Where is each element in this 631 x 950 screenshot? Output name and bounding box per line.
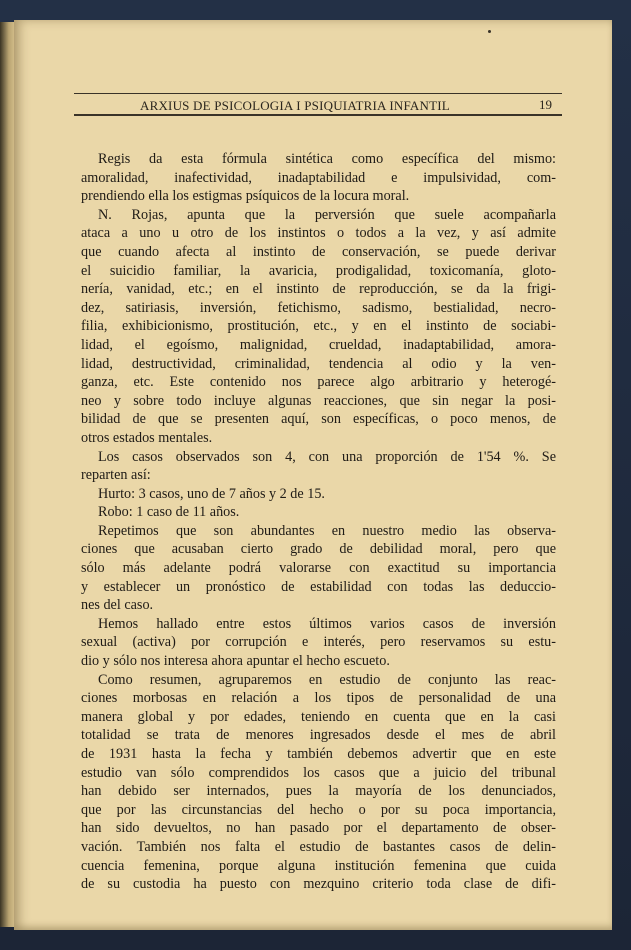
text-line: bilidad de que se presenten aquí, son específicas, o poco menos, de	[81, 411, 556, 428]
text-line: prendiendo ella los estigmas psíquicos de la locura moral.	[81, 188, 410, 205]
text-line: Hemos hallado entre estos últimos varios casos de inversión	[98, 615, 556, 632]
text-line: Como resumen, agruparemos en estudio de conjunto las reac-	[98, 671, 556, 688]
text-line: totalidad se trata de menores ingresados desde el mes de abril	[81, 727, 556, 744]
text-line: el suicidio familiar, la avaricia, prodigalidad, toxicomanía, gloto-	[81, 262, 556, 279]
text-line: cuencia femenina, porque alguna institución femenina que cuida	[81, 857, 556, 874]
text-line: vación. También nos falta el estudio de bastantes casos de delin-	[81, 838, 556, 855]
text-line: han sido devueltos, no han pasado por el departamento de obser-	[81, 820, 556, 837]
ink-speck	[488, 30, 491, 33]
text-line: ganza, etc. Este contenido nos parece algo arbitrario y heterogé-	[81, 374, 556, 391]
text-line: ciones morbosas en relación a los tipos de personalidad de una	[81, 690, 556, 707]
text-line: que por las circunstancias del hecho o por su poca importancia,	[81, 801, 556, 818]
text-line: filia, exhibicionismo, prostitución, etc., y en el instinto de sociabi-	[81, 318, 556, 335]
text-line: ataca a uno u otro de los instintos o todos a la vez, y así admite	[81, 225, 556, 242]
text-line: N. Rojas, apunta que la perversión que suele acompañarla	[98, 206, 556, 223]
text-line: nería, vanidad, etc.; en el instinto de reproducción, se da la frigi-	[81, 281, 556, 298]
page-number: 19	[539, 97, 552, 112]
running-header	[74, 93, 562, 131]
text-line: amoralidad, inafectividad, inadaptabilidad e impulsividad, com-	[81, 169, 556, 186]
text-line: neo y sobre todo incluye algunas reacciones, que sin negar la posi-	[81, 392, 556, 409]
text-line: Robo: 1 caso de 11 años.	[98, 504, 240, 521]
text-line: lidad, el egoísmo, malignidad, crueldad, inadaptabilidad, amora-	[81, 336, 556, 353]
text-line: Los casos observados son 4, con una proporción de 1'54 %. Se	[98, 448, 556, 465]
text-line: de su custodia ha puesto con mezquino criterio toda clase de difi-	[81, 876, 556, 893]
text-line: sexual (activa) por corrupción e interés, pero reservamos su estu-	[81, 634, 556, 651]
text-line: Hurto: 3 casos, uno de 7 años y 2 de 15.	[98, 485, 325, 502]
text-line: sólo más adelante podrá valorarse con exactitud su importancia	[81, 560, 556, 577]
text-line: lidad, destructividad, criminalidad, tendencia al odio y la ven-	[81, 355, 556, 372]
body-text	[81, 150, 556, 894]
text-line: Repetimos que son abundantes en nuestro medio las observa-	[98, 522, 556, 539]
text-line: han debido ser internados, pues la mayoría de los denunciados,	[81, 783, 556, 800]
header-rule-bottom	[74, 114, 562, 116]
header-rule-top	[74, 93, 562, 94]
journal-title: ARXIUS DE PSICOLOGIA I PSIQUIATRIA INFANTIL	[140, 98, 450, 113]
text-line: de 1931 hasta la fecha y también debemos advertir que en este	[81, 746, 556, 762]
text-line: dez, satiriasis, inversión, fetichismo, sadismo, bestialidad, necro-	[81, 299, 556, 316]
text-line: ciones que acusaban cierto grado de debilidad moral, pero que	[81, 541, 556, 558]
text-line: dio y sólo nos interesa ahora apuntar el hecho escueto.	[81, 653, 390, 670]
text-line: estudio van sólo comprendidos los casos que a juicio del tribunal	[81, 764, 556, 781]
text-line: manera global y por edades, teniendo en cuenta que en la casi	[81, 708, 556, 725]
text-line: reparten así:	[81, 467, 151, 484]
text-line: Regis da esta fórmula sintética como específica del mismo:	[98, 151, 556, 167]
text-line: que cuando afecta al instinto de conservación, se puede derivar	[81, 243, 556, 260]
text-line: otros estados mentales.	[81, 429, 213, 446]
text-line: y establecer un pronóstico de estabilidad con todas las deduccio-	[81, 578, 556, 595]
text-line: nes del caso.	[81, 597, 154, 614]
